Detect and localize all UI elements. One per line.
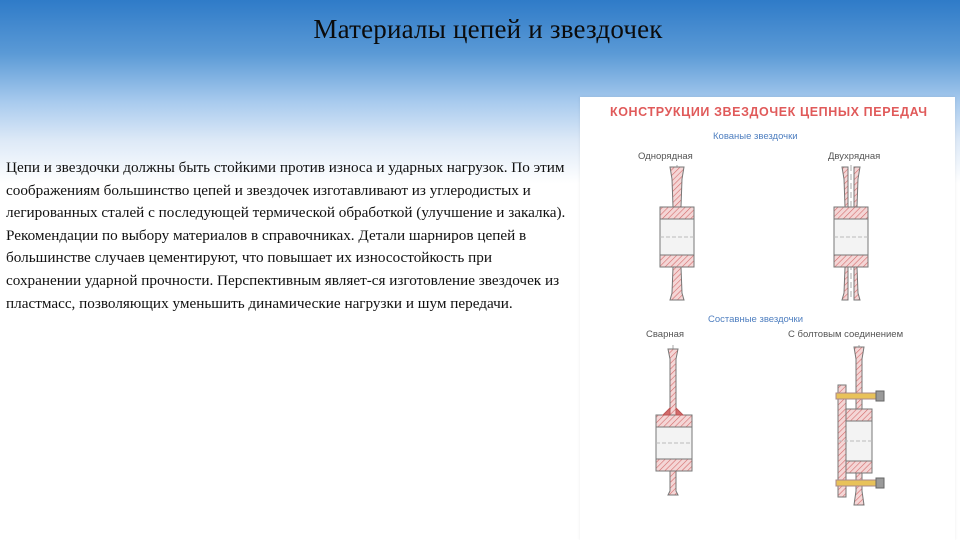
welded-sprocket-drawing — [656, 345, 692, 495]
double-row-label: Двухрядная — [828, 151, 881, 162]
composite-sprockets-heading: Составные звездочки — [708, 314, 804, 325]
sprocket-constructions-figure — [580, 97, 955, 540]
body-paragraph: Цепи и звездочки должны быть стойкими против износа и ударных нагрузок. По этим соображениям большинство цепей и звездочек изготавливают из углеродистых и легированных сталей с последующей термической обработкой (улучшение и закалка). Рекомендации по выбору материалов в справочниках. Детали шарниров цепей в большинстве случаев цементируют, что повышает их износостойкость при сохранении ударной прочности. Перспективным являет-ся изготовление звездочек из пластмасс, позволяющих уменьшить динамические нагрузки и шум передачи. — [6, 159, 566, 312]
sprocket-drawings — [580, 97, 955, 540]
single-row-sprocket-drawing — [660, 165, 694, 300]
forged-sprockets-heading: Кованые звездочки — [713, 131, 798, 142]
single-row-label: Однорядная — [638, 151, 693, 162]
bolted-sprocket-drawing — [836, 345, 884, 507]
double-row-sprocket-drawing — [834, 165, 868, 300]
figure-title: КОНСТРУКЦИИ ЗВЕЗДОЧЕК ЦЕПНЫХ ПЕРЕДАЧ — [610, 105, 928, 119]
welded-label: Сварная — [646, 329, 685, 340]
slide-title: Материалы цепей и звездочек — [313, 14, 663, 44]
bolted-label: С болтовым соединением — [788, 329, 904, 340]
